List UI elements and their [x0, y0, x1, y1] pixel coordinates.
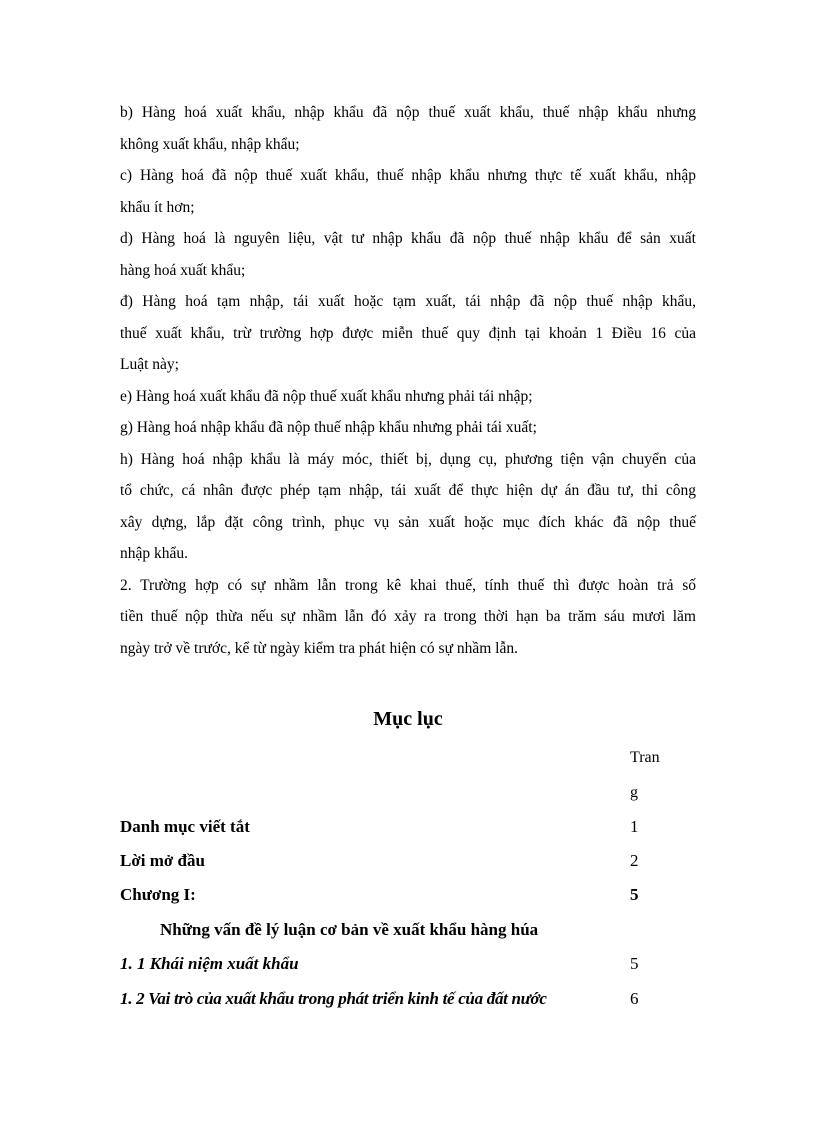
toc-title: Mục lục: [373, 708, 443, 730]
body-line: g) Hàng hoá nhập khẩu đã nộp thuế nhập khẩu nhưng phải tái xuất;: [120, 419, 537, 436]
toc-entry-label: 1. 2 Vai trò của xuất khẩu trong phát triển kinh tế của đất nước: [120, 989, 547, 1008]
toc-entry[interactable]: [120, 952, 640, 976]
toc-entry-page: 5: [630, 885, 639, 904]
toc-entry[interactable]: [120, 815, 640, 839]
body-line: 2. Trường hợp có sự nhầm lẫn trong kê khai thuế, tính thuế thì được hoàn trả số: [120, 576, 696, 594]
body-line: không xuất khẩu, nhập khẩu;: [120, 135, 300, 153]
toc-entry[interactable]: [120, 849, 640, 873]
toc-page-header-wrap: g: [630, 784, 638, 801]
body-line: khẩu ít hơn;: [120, 198, 195, 216]
toc-entry-page: 5: [630, 954, 639, 973]
toc-entry-label: Lời mở đầu: [120, 851, 205, 870]
body-line: c) Hàng hoá đã nộp thuế xuất khẩu, thuế nhập khẩu nhưng thực tế xuất khẩu, nhập: [120, 167, 696, 184]
toc-page-header: Tran: [630, 749, 660, 766]
toc-entry[interactable]: [0, 918, 816, 942]
toc-entry-page: 1: [630, 817, 639, 836]
body-line: d) Hàng hoá là nguyên liệu, vật tư nhập khẩu đã nộp thuế nhập khẩu để sản xuất: [120, 230, 696, 247]
toc-entry[interactable]: [120, 883, 640, 907]
body-line: tiền thuế nộp thừa nếu sự nhầm lẫn đó xảy ra trong thời hạn ba trăm sáu mươi lăm: [120, 608, 696, 625]
body-line: h) Hàng hoá nhập khẩu là máy móc, thiết bị, dụng cụ, phương tiện vận chuyển của: [120, 450, 696, 468]
body-line: e) Hàng hoá xuất khẩu đã nộp thuế xuất khẩu nhưng phải tái nhập;: [120, 387, 533, 405]
toc-entry-page: 6: [630, 989, 639, 1008]
toc-entry-label: 1. 1 Khái niệm xuất khẩu: [120, 954, 299, 973]
body-line: ngày trở về trước, kể từ ngày kiểm tra phát hiện có sự nhầm lẫn.: [120, 639, 518, 657]
body-line: b) Hàng hoá xuất khẩu, nhập khẩu đã nộp thuế xuất khẩu, thuế nhập khẩu nhưng: [120, 104, 696, 121]
toc-entry[interactable]: [120, 987, 640, 1011]
body-line: xây dựng, lắp đặt công trình, phục vụ sản xuất hoặc mục đích khác đã nộp thuế: [120, 513, 696, 531]
body-line: thuế xuất khẩu, trừ trường hợp được miễn thuế quy định tại khoản 1 Điều 16 của: [120, 324, 696, 342]
body-line: đ) Hàng hoá tạm nhập, tái xuất hoặc tạm xuất, tái nhập đã nộp thuế nhập khẩu,: [120, 293, 696, 310]
body-line: Luật này;: [120, 356, 179, 373]
body-text: [120, 97, 696, 664]
toc-entry-page: 2: [630, 851, 639, 870]
toc-entry-label: Chương I:: [120, 885, 196, 904]
toc-entry-label: Những vấn đề lý luận cơ bản về xuất khẩu hàng húa: [160, 920, 539, 939]
body-line: hàng hoá xuất khẩu;: [120, 261, 246, 279]
body-line: tổ chức, cá nhân được phép tạm nhập, tái xuất để thực hiện dự án đầu tư, thi công: [120, 482, 696, 499]
body-line: nhập khẩu.: [120, 545, 189, 562]
toc-entry-label: Danh mục viết tắt: [120, 817, 250, 836]
